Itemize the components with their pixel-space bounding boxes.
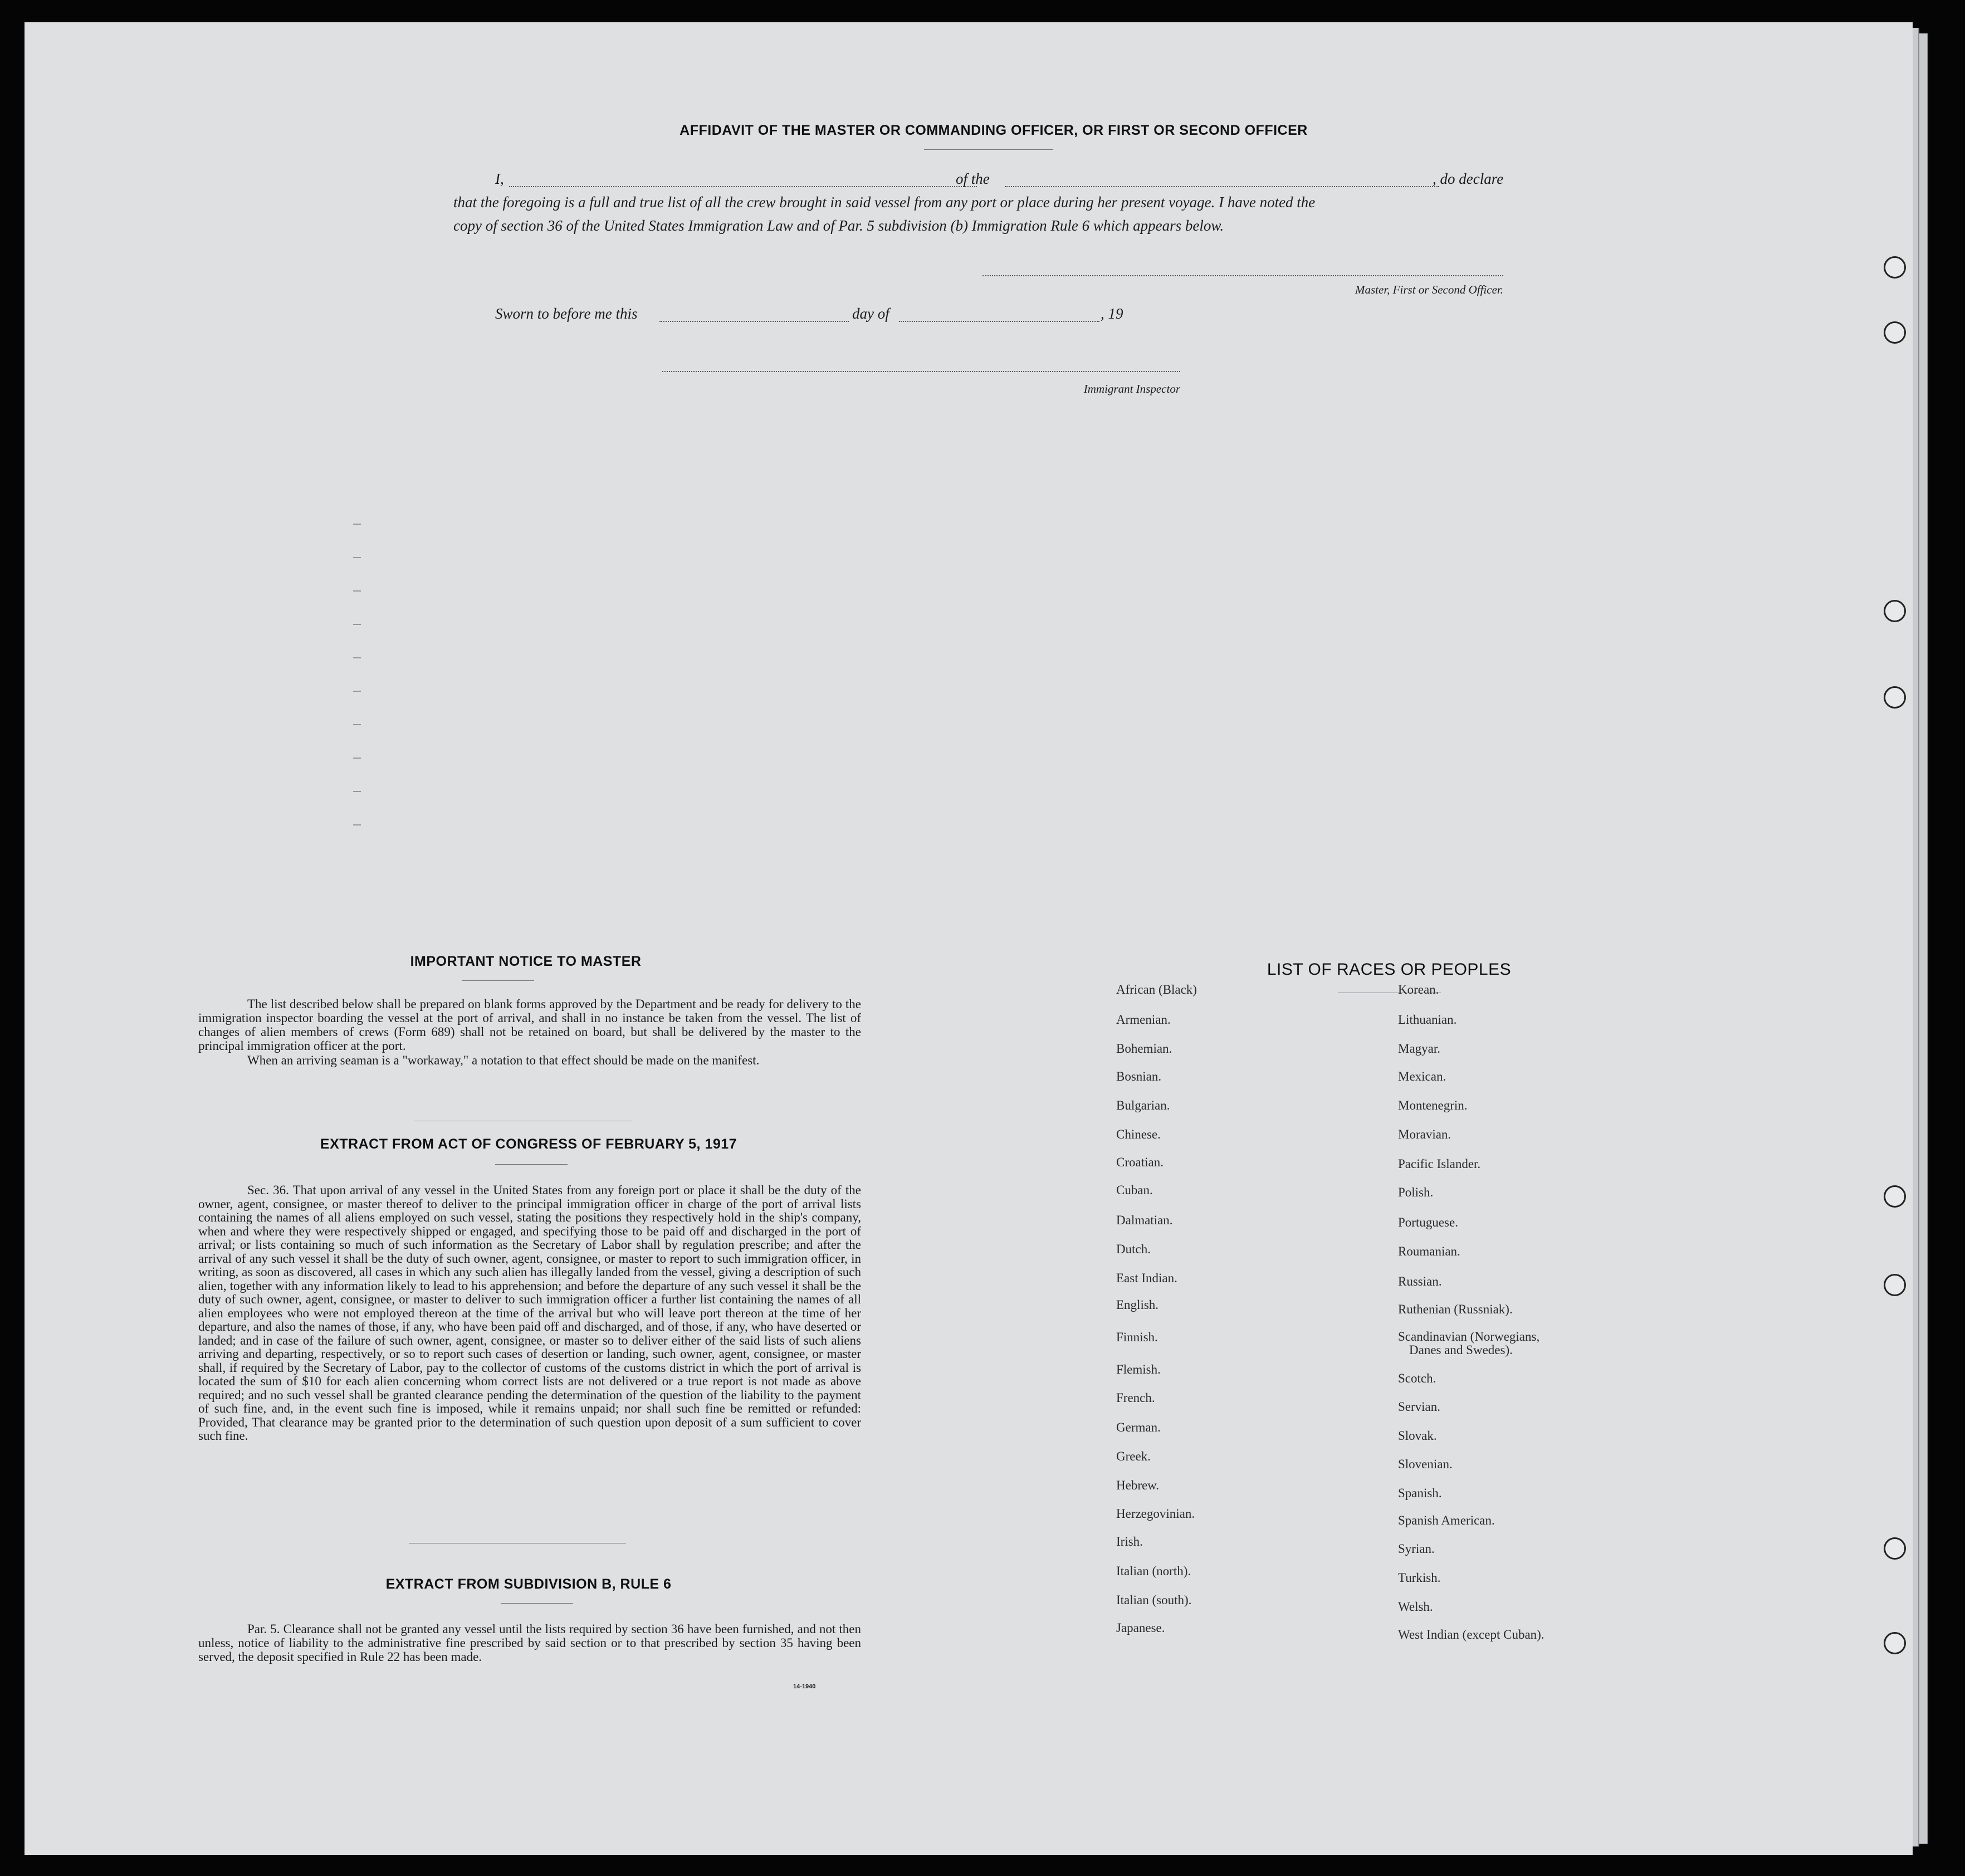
race-item: Bosnian. <box>1116 1069 1162 1083</box>
race-item: Syrian. <box>1398 1542 1435 1556</box>
sworn-prefix: Sworn to before me this <box>495 305 638 322</box>
extract-act-text: Sec. 36. That upon arrival of any vessel in the United States from any foreign port or place it shall be the duty of the owner, agent, consignee, or master thereof to deliver to the principal immigration officer in charge of the port of arrival lists containing the names of all aliens employed on such vessel, stating the positions they respectively hold in the ship's company, when and where they were respectively shipped or engaged, and specifying those to be paid off and discharged in the port of arrival; or lists containing so much of such information as the Secretary of Labor shall by regulation prescribe; and after the arrival of any such vessel it shall be the duty of such owner, agent, consignee, or master to report to such immigration officer, in writing, as soon as discovered, all cases in which any such alien has illegally landed from the vessel, giving a description of such alien, together with any information likely to lead to his apprehension; and before the departure of any such vessel it shall be the duty of such owner, agent, consignee, or master to deliver to such immigration officer a further list containing the names of all alien employees who were not employed thereon at the time of the arrival but who will leave port thereon at the time of her departure, and also the names of those, if any, who have been paid off and discharged, and of those, if any, who have deserted or landed; and in case of the failure of such owner, agent, consignee, or master so to deliver either of the said lists of such aliens arriving and departing, respectively, or so to report such cases of desertion or landing, such owner, agent, consignee, or master shall, if required by the Secretary of Labor, pay to the collector of customs of the customs district in which the port of arrival is located the sum of $10 for each alien concerning whom correct lists are not delivered or a true report is not made as above required; and no such vessel shall be granted clearance pending the determination of the question of the liability to the payment of such fine, and, in the event such fine is imposed, while it remains unpaid; nor shall such fine be remitted or refunded: Provided, That clearance may be granted prior to the determination of such question upon deposit of a sum sufficient to cover such fine. <box>198 1183 861 1443</box>
race-item: Roumanian. <box>1398 1244 1460 1258</box>
margin-tick <box>353 824 361 825</box>
race-item: Polish. <box>1398 1185 1434 1199</box>
race-item: Cuban. <box>1116 1183 1153 1197</box>
race-item: Finnish. <box>1116 1330 1158 1344</box>
inspector-label: Immigrant Inspector <box>1083 382 1180 395</box>
race-item: Russian. <box>1398 1274 1442 1288</box>
race-item: Korean. <box>1398 983 1439 996</box>
races-title: LIST OF RACES OR PEOPLES <box>1267 960 1512 979</box>
sworn-day-of: day of <box>852 305 889 322</box>
race-item: Japanese. <box>1116 1621 1165 1635</box>
race-item: English. <box>1116 1298 1159 1312</box>
race-item: East Indian. <box>1116 1271 1177 1285</box>
race-item: Dutch. <box>1116 1242 1151 1256</box>
extract-rule-title-rule <box>501 1603 573 1604</box>
race-item: Dalmatian. <box>1116 1213 1173 1227</box>
notice-paragraph-2: When an arriving seaman is a "workaway," a notation to that effect should be made on the manifest. <box>247 1053 760 1067</box>
race-item: German. <box>1116 1420 1161 1434</box>
extract-rule-title: EXTRACT FROM SUBDIVISION B, RULE 6 <box>385 1576 672 1592</box>
race-item: Scotch. <box>1398 1371 1436 1385</box>
race-item: Italian (north). <box>1116 1564 1191 1578</box>
form-page <box>25 22 1913 1855</box>
race-item: French. <box>1116 1391 1155 1405</box>
race-item: Servian. <box>1398 1400 1441 1414</box>
binder-hole-icon <box>1884 686 1906 709</box>
form-code: 14-1940 <box>793 1683 816 1690</box>
extract-act-title: EXTRACT FROM ACT OF CONGRESS OF FEBRUARY 5, 1917 <box>320 1136 737 1152</box>
race-item: Slovak. <box>1398 1429 1437 1443</box>
binder-hole-icon <box>1884 1185 1906 1208</box>
signature-blank <box>983 275 1503 276</box>
race-item: Irish. <box>1116 1535 1143 1548</box>
margin-tick <box>353 557 361 558</box>
race-item: West Indian (except Cuban). <box>1398 1628 1544 1642</box>
margin-tick <box>353 724 361 725</box>
race-item: Welsh. <box>1398 1600 1433 1614</box>
margin-tick <box>353 791 361 792</box>
race-item: Lithuanian. <box>1398 1013 1457 1027</box>
margin-tick <box>353 691 361 692</box>
affidavit-of-the-label: of the <box>956 170 990 187</box>
race-item: Hebrew. <box>1116 1478 1160 1492</box>
race-item: Spanish. <box>1398 1486 1442 1500</box>
affidavit-line-2: that the foregoing is a full and true list of all the crew brought in said vessel from any port or place during her present voyage. I have noted the <box>453 194 1316 211</box>
name-blank <box>509 186 977 187</box>
affidavit-title-rule <box>924 149 1053 150</box>
margin-tick <box>353 524 361 525</box>
binder-hole-icon <box>1884 1632 1906 1654</box>
extract-rule-text: Par. 5. Clearance shall not be granted any vessel until the lists required by section 36 have been furnished, and not then unless, notice of liability to the administrative fine prescribed by said section or to that prescribed by section 35 having been served, the deposit specified in Rule 22 has been made. <box>198 1622 861 1664</box>
race-item: Danes and Swedes). <box>1409 1343 1513 1357</box>
race-item: Croatian. <box>1116 1155 1164 1169</box>
race-item: Mexican. <box>1398 1069 1446 1083</box>
affidavit-declare-label: , do declare <box>1433 170 1504 187</box>
affidavit-i-label: I, <box>495 170 504 187</box>
notice-paragraph-1: The list described below shall be prepared on blank forms approved by the Department and be ready for delivery to the immigration inspector boarding the vessel at the port of arrival, and shall in no instance be taken from the vessel. The list of changes of alien members of crews (Form 689) shall not be retained on board, but shall be delivered by the master to the principal immigration officer at the port. <box>198 997 861 1053</box>
race-item: Bohemian. <box>1116 1042 1172 1056</box>
race-item: Greek. <box>1116 1449 1151 1463</box>
race-item: Chinese. <box>1116 1127 1161 1141</box>
race-item: Armenian. <box>1116 1013 1171 1027</box>
affidavit-line-3: copy of section 36 of the United States Immigration Law and of Par. 5 subdivision (b) Immigration Rule 6 which appears below. <box>453 217 1224 234</box>
notice-title: IMPORTANT NOTICE TO MASTER <box>410 954 642 969</box>
race-item: Slovenian. <box>1398 1457 1453 1471</box>
race-item: African (Black) <box>1116 983 1197 996</box>
sworn-month-blank <box>899 321 1099 322</box>
race-item: Spanish American. <box>1398 1513 1495 1527</box>
signature-label: Master, First or Second Officer. <box>1355 283 1503 296</box>
margin-tick <box>353 657 361 658</box>
race-item: Ruthenian (Russniak). <box>1398 1302 1513 1316</box>
sworn-year: , 19 <box>1101 305 1123 322</box>
margin-tick <box>353 590 361 592</box>
margin-tick <box>353 624 361 625</box>
race-item: Portuguese. <box>1398 1215 1458 1229</box>
notice-title-rule <box>462 980 534 981</box>
sworn-date-blank <box>659 321 849 322</box>
race-item: Moravian. <box>1398 1127 1451 1141</box>
binder-hole-icon <box>1884 321 1906 344</box>
race-item: Italian (south). <box>1116 1593 1192 1607</box>
race-item: Turkish. <box>1398 1571 1441 1585</box>
binder-hole-icon <box>1884 1537 1906 1560</box>
race-item: Flemish. <box>1116 1362 1161 1376</box>
race-item: Bulgarian. <box>1116 1098 1170 1112</box>
race-item: Scandinavian (Norwegians, <box>1398 1330 1540 1344</box>
race-item: Pacific Islander. <box>1398 1157 1481 1171</box>
race-item: Herzegovinian. <box>1116 1507 1195 1521</box>
race-item: Magyar. <box>1398 1042 1441 1056</box>
margin-tick <box>353 758 361 759</box>
affidavit-title: AFFIDAVIT OF THE MASTER OR COMMANDING OFFICER, OR FIRST OR SECOND OFFICER <box>680 123 1308 138</box>
race-item: Montenegrin. <box>1398 1098 1468 1112</box>
binder-hole-icon <box>1884 600 1906 622</box>
vessel-blank <box>1005 186 1439 187</box>
binder-hole-icon <box>1884 256 1906 279</box>
binder-hole-icon <box>1884 1274 1906 1296</box>
inspector-signature-blank <box>662 371 1180 372</box>
extract-act-title-rule <box>495 1164 568 1165</box>
